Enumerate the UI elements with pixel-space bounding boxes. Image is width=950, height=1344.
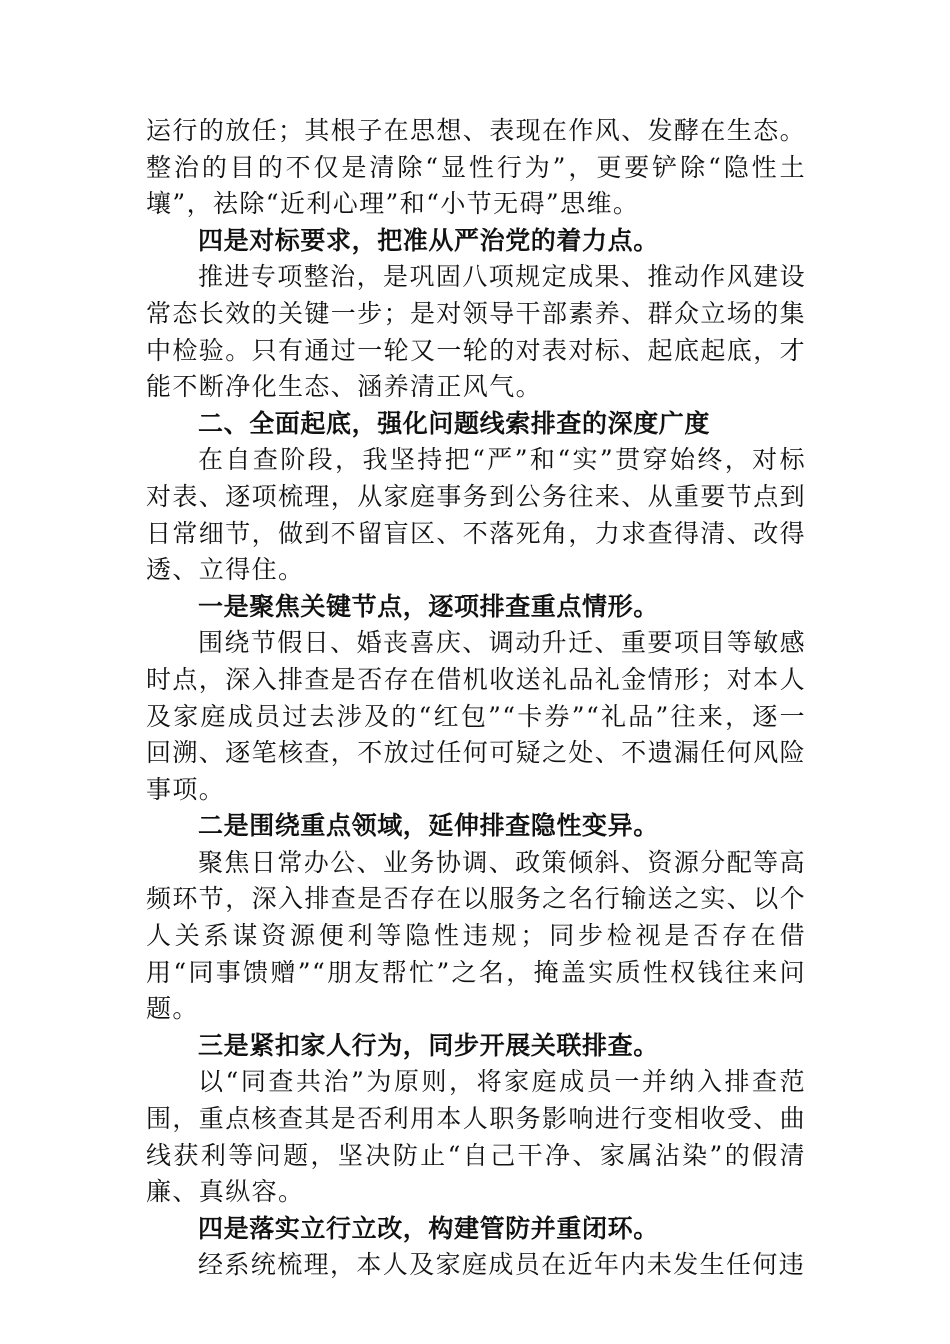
body-paragraph: 聚焦日常办公、业务协调、政策倾斜、资源分配等高频环节，深入排查是否存在以服务之名行输送之实、以个人关系谋资源便利等隐性违规；同步检视是否存在借用“同事馈赠”“朋友帮忙”之名，掩盖实质性权钱往来问题。 <box>146 847 807 1024</box>
section-heading: 三是紧扣家人行为，同步开展关联排查。 <box>198 1030 659 1060</box>
section-heading: 四是落实立行立改，构建管防并重闭环。 <box>198 1213 659 1243</box>
body-paragraph: 以“同查共治”为原则，将家庭成员一并纳入排查范围，重点核查其是否利用本人职务影响进行变相收受、曲线获利等问题，坚决防止“自己干净、家属沾染”的假清廉、真纵容。 <box>146 1067 807 1207</box>
body-paragraph: 在自查阶段，我坚持把“严”和“实”贯穿始终，对标对表、逐项梳理，从家庭事务到公务往来、从重要节点到日常细节，做到不留盲区、不落死角，力求查得清、改得透、立得住。 <box>146 445 807 585</box>
body-paragraph: 推进专项整治，是巩固八项规定成果、推动作风建设常态长效的关键一步；是对领导干部素养、群众立场的集中检验。只有通过一轮又一轮的对表对标、起底起底，才能不断净化生态、涵养清正风气。 <box>146 262 807 402</box>
document-body <box>146 113 806 1284</box>
body-paragraph: 围绕节假日、婚丧喜庆、调动升迁、重要项目等敏感时点，深入排查是否存在借机收送礼品礼金情形；对本人及家庭成员过去涉及的“红包”“卡券”“礼品”往来，逐一回溯、逐笔核查，不放过任何可疑之处、不遗漏任何风险事项。 <box>146 628 807 804</box>
body-paragraph: 运行的放任；其根子在思想、表现在作风、发酵在生态。整治的目的不仅是清除“显性行为”，更要铲除“隐性土壤”，祛除“近利心理”和“小节无碍”思维。 <box>146 116 807 219</box>
body-paragraph: 经系统梳理，本人及家庭成员在近年内未发生任何违 <box>198 1250 806 1280</box>
section-heading: 二、全面起底，强化问题线索排查的深度广度 <box>198 408 711 438</box>
section-heading: 二是围绕重点领域，延伸排查隐性变异。 <box>198 811 659 841</box>
section-heading: 四是对标要求，把准从严治党的着力点。 <box>198 225 659 255</box>
section-heading: 一是聚焦关键节点，逐项排查重点情形。 <box>198 591 659 621</box>
